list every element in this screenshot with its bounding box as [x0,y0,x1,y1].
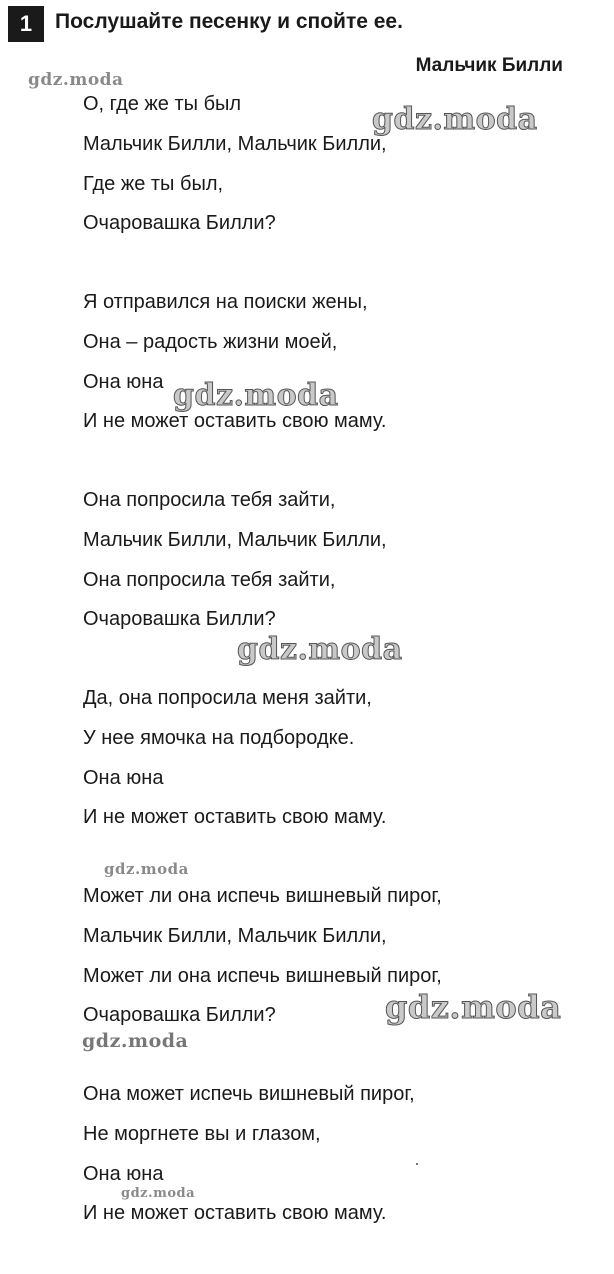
exercise-number: 1 [8,6,44,42]
song-title: Мальчик Билли [415,55,563,76]
watermark: gdz.moda [173,378,339,413]
lyric-line: И не может оставить свою маму. [83,806,387,828]
lyric-line: Может ли она испечь вишневый пирог, [83,885,442,907]
watermark: gdz.moda [104,860,189,878]
lyric-line: Я отправился на поиски жены, [83,291,368,313]
lyric-line: Очаровашка Билли? [83,212,276,234]
lyric-line: Не моргнете вы и глазом, [83,1123,321,1145]
lyric-line: Мальчик Билли, Мальчик Билли, [83,925,387,947]
lyric-line: Она попросила тебя зайти, [83,489,336,511]
lyric-line: Может ли она испечь вишневый пирог, [83,965,442,987]
lyric-line: Где же ты был, [83,173,224,195]
speck [416,1163,418,1165]
lyric-line: Она юна [83,371,164,393]
watermark: gdz.moda [82,1030,189,1052]
watermark: gdz.moda [385,988,562,1026]
watermark: gdz.moda [237,632,403,667]
watermark: gdz.moda [372,102,538,137]
lyric-line: Да, она попросила меня зайти, [83,687,372,709]
lyric-line: Очаровашка Билли? [83,1004,276,1026]
watermark: gdz.moda [28,70,124,90]
lyric-line: О, где же ты был [83,93,242,115]
lyric-line: И не может оставить свою маму. [83,1202,387,1224]
lyric-line: Она попросила тебя зайти, [83,569,336,591]
lyric-line: Она может испечь вишневый пирог, [83,1083,415,1105]
lyric-line: И не может оставить свою маму. [83,410,387,432]
lyric-line: Она юна [83,767,164,789]
lyric-line: Мальчик Билли, Мальчик Билли, [83,133,387,155]
watermark: gdz.moda [121,1186,196,1201]
lyric-line: Очаровашка Билли? [83,608,276,630]
lyric-line: Она – радость жизни моей, [83,331,338,353]
lyric-line: Мальчик Билли, Мальчик Билли, [83,529,387,551]
task-instruction: Послушайте песенку и спойте ее. [55,10,403,33]
lyric-line: Она юна [83,1163,164,1185]
lyric-line: У нее ямочка на подбородке. [83,727,355,749]
